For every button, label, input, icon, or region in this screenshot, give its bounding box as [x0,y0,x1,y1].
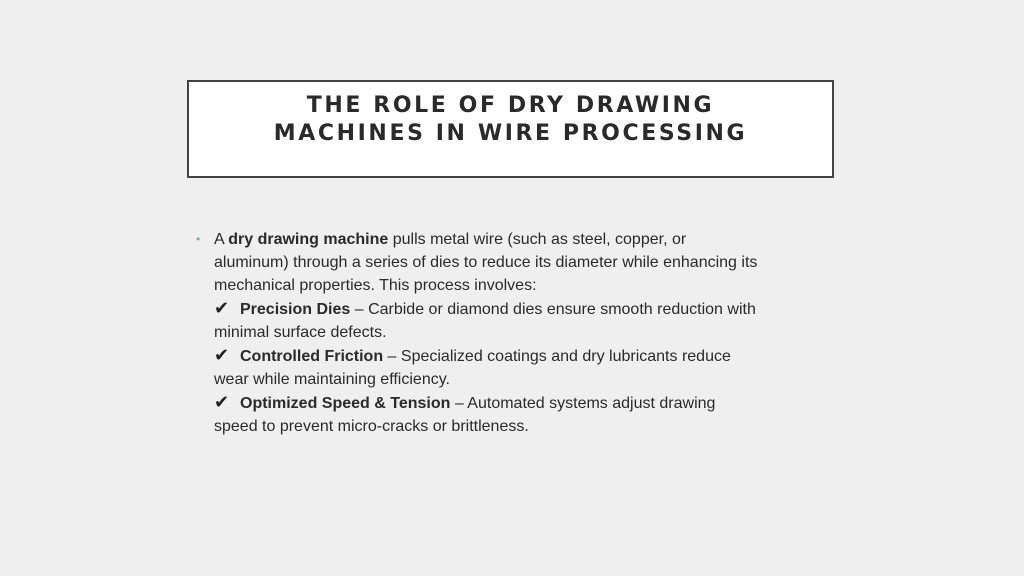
intro-line-1 [214,228,836,251]
intro-bold: dry drawing machine [228,231,389,248]
title-line-1: THE ROLE OF DRY DRAWING [306,93,715,118]
bullet-dot-icon: • [196,232,201,246]
item-rest: – Automated systems adjust drawing [450,395,716,412]
checkmark-icon: ✔ [214,298,230,318]
item-optimized-speed-line-2: speed to prevent micro-cracks or brittleness. [214,418,529,435]
item-rest: – Specialized coatings and dry lubricants reduce [383,348,731,365]
body-text [196,228,836,438]
intro-prefix: A [214,231,229,248]
item-bold: Optimized Speed & Tension [240,395,451,412]
item-precision-dies-line-2: minimal surface defects. [214,324,387,341]
title-line-2: MACHINES IN WIRE PROCESSING [273,121,748,146]
intro-rest: pulls metal wire (such as steel, copper, or [388,231,687,248]
title-box [187,80,834,178]
intro-line-2: aluminum) through a series of dies to reduce its diameter while enhancing its [214,254,758,271]
checkmark-icon: ✔ [214,345,230,365]
checkmark-icon: ✔ [214,392,230,412]
item-rest: – Carbide or diamond dies ensure smooth reduction with [350,301,756,318]
intro-line-3: mechanical properties. This process involves: [214,277,537,294]
item-controlled-friction-line-2: wear while maintaining efficiency. [214,371,450,388]
item-precision-dies [214,297,836,321]
item-bold: Precision Dies [240,301,351,318]
item-optimized-speed [214,391,836,415]
bullet-item [196,228,836,438]
item-bold: Controlled Friction [240,348,384,365]
bullet-content [214,228,836,438]
item-controlled-friction [214,344,836,368]
